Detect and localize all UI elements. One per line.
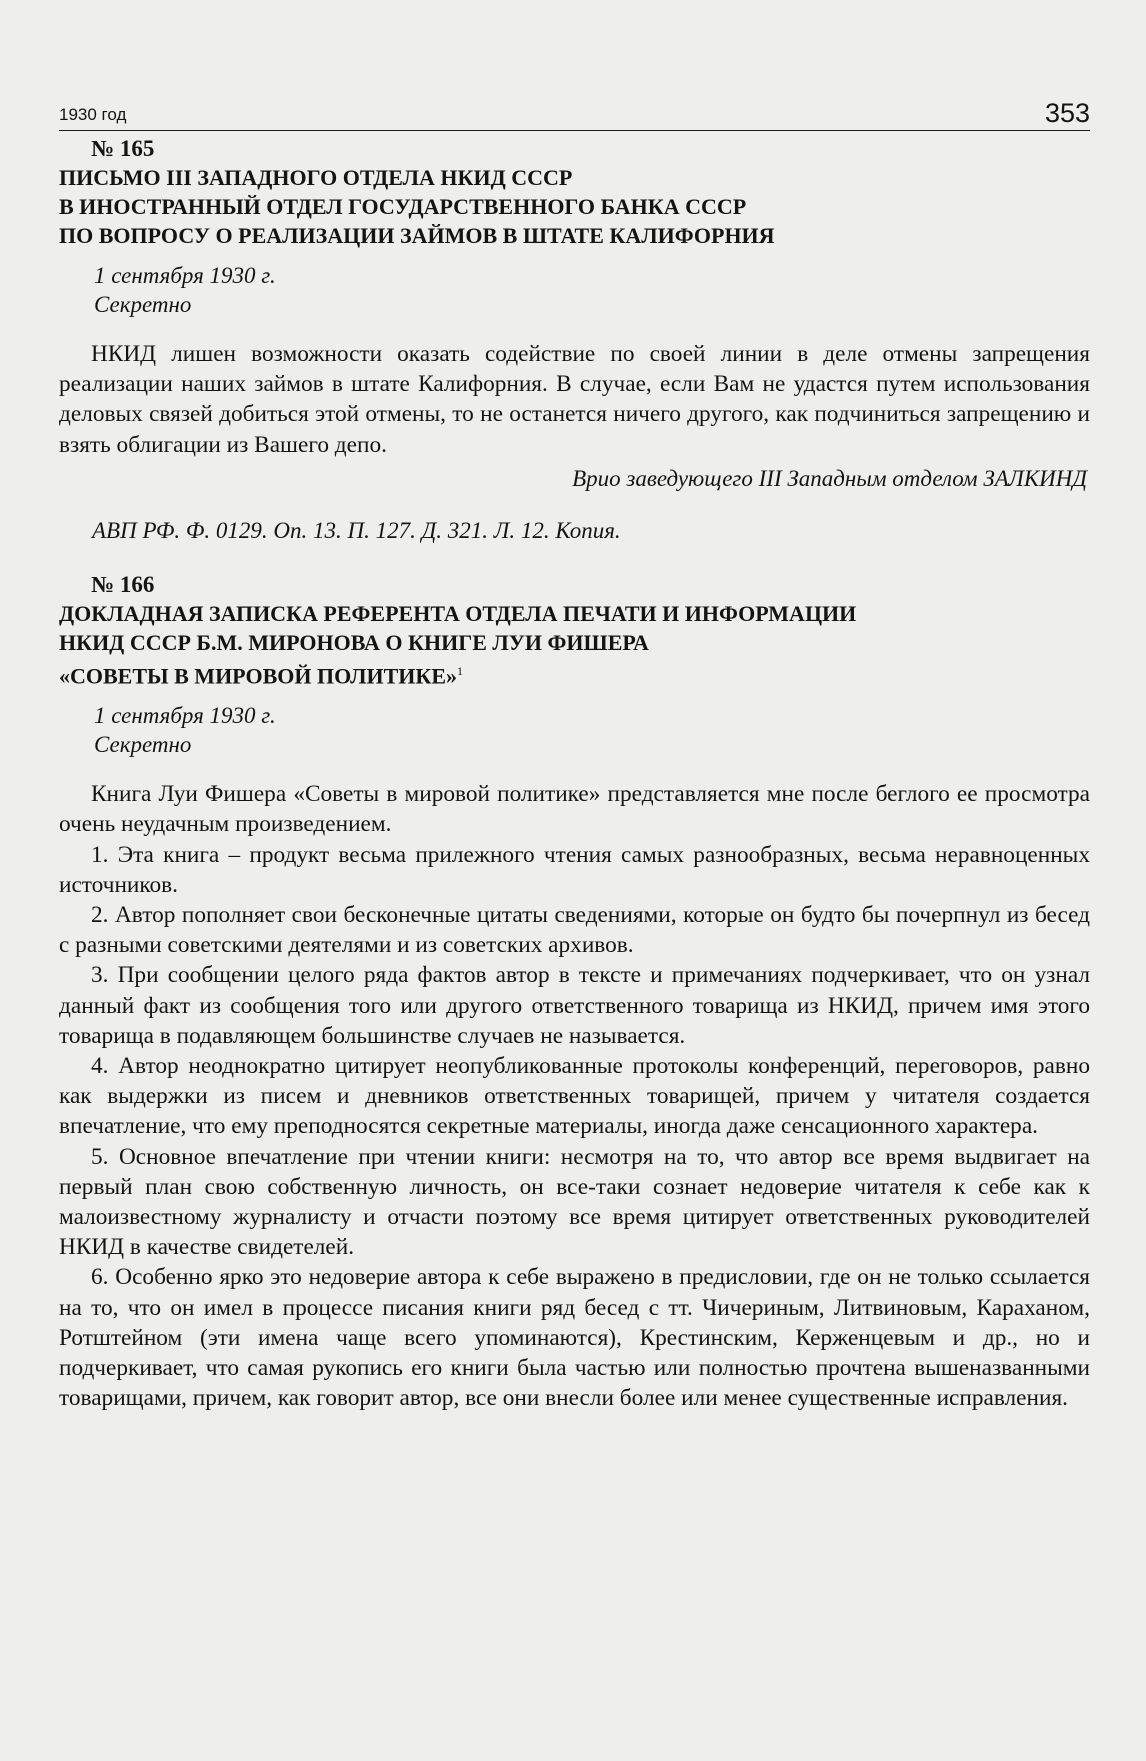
header-year: 1930 год (59, 105, 127, 124)
doc166-paragraph: 1. Эта книга – продукт весьма прилежного чтения самых разнообразных, весьма неравноценных источников. (59, 841, 1090, 898)
doc166-paragraph: 5. Основное впечатление при чтении книги: несмотря на то, что автор все время выдвигает на первый план свою собственную личность, он все-таки сознает недоверие читателя к себе как к малоизвестному журналисту и отчасти поэтому все время цитирует ответственных руководителей НКИД в качестве свидетелей. (59, 1143, 1090, 1261)
doc166-title-line: НКИД СССР Б.М. МИРОНОВА О КНИГЕ ЛУИ ФИШЕРА (59, 629, 649, 655)
doc165-body: НКИД лишен возможности оказать содействие по своей линии в деле отмены запрещения реализации наших займов в штате Калифорния. В случае, если Вам не удастся путем использования деловых связей добиться этой отмены, то не останется ничего другого, как подчиниться запрещению и взять облигации из Вашего депо. (59, 341, 1090, 458)
doc166-number: № 166 (91, 571, 155, 597)
doc166-title-line: ДОКЛАДНАЯ ЗАПИСКА РЕФЕРЕНТА ОТДЕЛА ПЕЧАТИ И ИНФОРМАЦИИ (59, 600, 857, 626)
doc165-classification: Секретно (94, 292, 192, 317)
page-content (59, 134, 1090, 1413)
doc165-title-line: В ИНОСТРАННЫЙ ОТДЕЛ ГОСУДАРСТВЕННОГО БАНКА СССР (59, 194, 747, 219)
running-header (59, 90, 1090, 131)
doc166-title (59, 599, 1090, 690)
doc166-title-line-last (59, 657, 1090, 690)
doc165-archive-reference: АВП РФ. Ф. 0129. Оп. 13. П. 127. Д. 321. Л. 12. Копия. (92, 517, 621, 543)
doc165-date: 1 сентября 1930 г. (94, 263, 276, 288)
doc165-title-line: ПО ВОПРОСУ О РЕАЛИЗАЦИИ ЗАЙМОВ В ШТАТЕ КАЛИФОРНИЯ (59, 223, 775, 248)
doc166-paragraph: Книга Луи Фишера «Советы в мировой политике» представляется мне после беглого ее просмотра очень неудачным произведением. (59, 781, 1090, 838)
doc166-paragraph: 6. Особенно ярко это недоверие автора к себе выражено в предисловии, где он не только ссылается на то, что он имел в процессе писания книги ряд бесед с тт. Чичериным, Литвиновым, Караханом, Ротштейном (эти имена чаще всего упоминаются), Крестинским, Керженцевым и др., но и подчеркивает, что самая рукопись его книги была частью или полностью прочтена вышеназванными товарищами, причем, как говорит автор, все они внесли более или менее существенные исправления. (59, 1264, 1090, 1412)
footnote-marker: 1 (457, 663, 464, 678)
doc166-paragraph: 2. Автор пополняет свои бесконечные цитаты сведениями, которые он будто бы почерпнул из бесед с разными советскими деятелями и из советских архивов. (59, 901, 1090, 959)
page-number: 353 (1044, 98, 1090, 128)
doc165-signature: Врио заведующего III Западным отделом ЗАЛКИНД (572, 465, 1087, 491)
doc165-title (59, 163, 1090, 250)
doc166-paragraph: 4. Автор неоднократно цитирует неопубликованные протоколы конференций, переговоров, равно как выдержки из писем и дневников ответственных товарищей, причем у читателя создается впечатление, что ему преподносятся секретные материалы, иногда даже сенсационного характера. (59, 1052, 1090, 1140)
doc166-title-text: «СОВЕТЫ В МИРОВОЙ ПОЛИТИКЕ» (59, 663, 458, 689)
doc166-paragraph: 3. При сообщении целого ряда фактов автор в тексте и примечаниях подчеркивает, что он узнал данный факт из сообщения того или другого ответственного товарища из НКИД, причем имя этого товарища в подавляющем большинстве случаев не называется. (59, 962, 1090, 1049)
doc165-title-line: ПИСЬМО III ЗАПАДНОГО ОТДЕЛА НКИД СССР (59, 165, 573, 190)
doc166-classification: Секретно (94, 732, 192, 758)
doc166-date: 1 сентября 1930 г. (94, 703, 276, 729)
doc165-number: № 165 (91, 136, 155, 161)
